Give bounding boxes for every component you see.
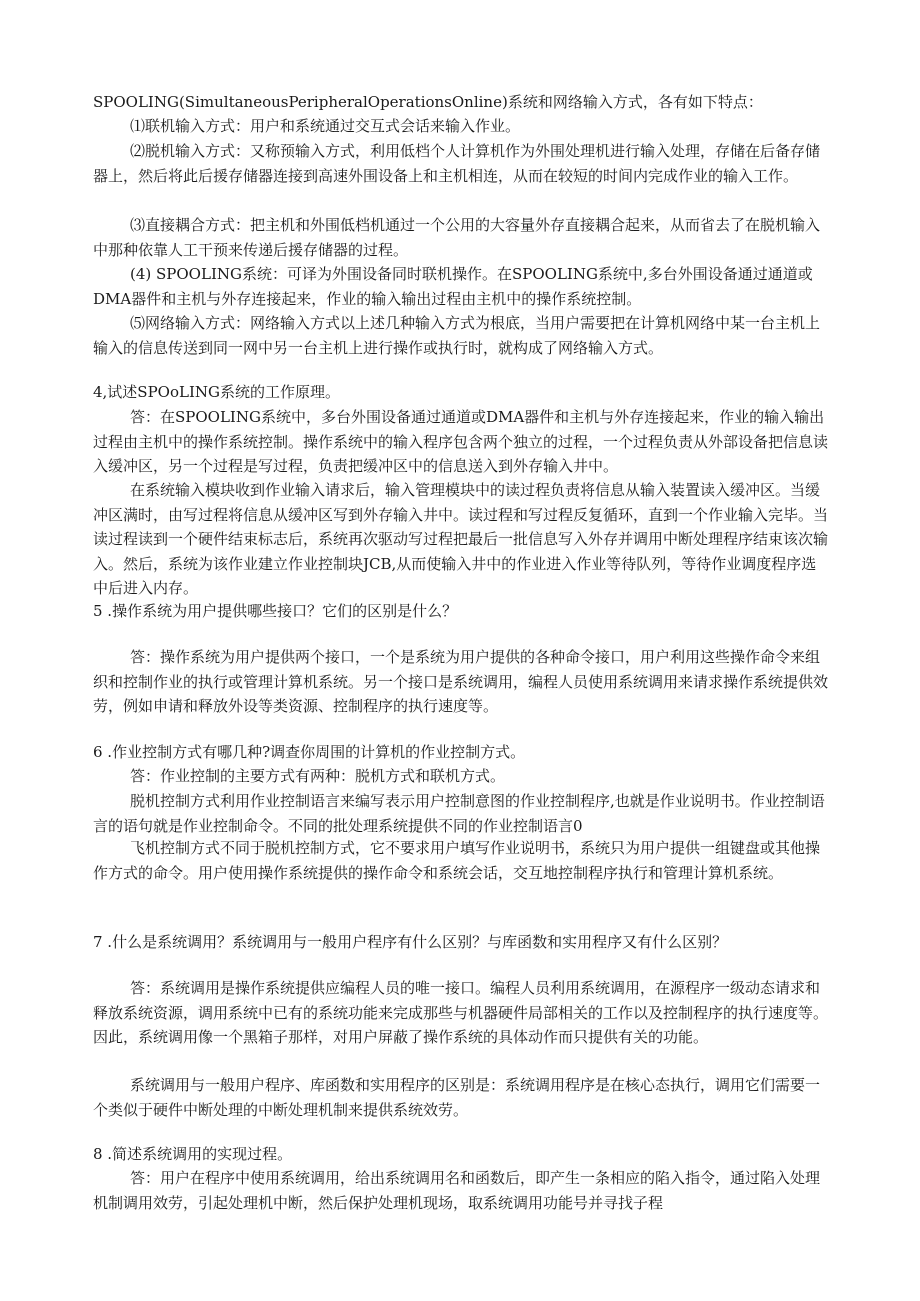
question-8-answer-1 (93, 1166, 828, 1215)
question-4-answer-1-text: 答：在SPOOLING系统中，多台外围设备通过通道或DMA器件和主机与外存连接起来，作业的输入输出过程由主机中的操作系统控制。操作系统中的输入程序包含两个独立的过程，一个过程负责从外部设备把信息读入缓冲区，另一个过程是写过程，负责把缓冲区中的信息送入到外存输入井中。 (93, 408, 829, 476)
question-5-answer-1-text: 答：操作系统为用户提供两个接口，一个是系统为用户提供的各种命令接口，用户利用这些操作命令来组织和控制作业的执行或管理计算机系统。另一个接口是系统调用，编程人员使用系统调用来请求操作系统提供效劳，例如申请和释放外设等类资源、控制程序的执行速度等。 (93, 648, 829, 716)
question-6-title (93, 740, 828, 765)
spooling-text: (4) SPOOLING系统：可译为外围设备同时联机操作。在SPOOLING系统中,多台外围设备通过通道或DMA器件和主机与外存连接起来，作业的输入输出过程由主机中的操作系统控制。 (93, 265, 813, 308)
question-8-text: 8 .简述系统调用的实现过程。 (93, 1145, 293, 1163)
offline-input-text: ⑵脱机输入方式：又称预输入方式，利用低档个人计算机作为外围处理机进行输入处理，存储在后备存储器上，然后将此后援存储器连接到高速外围设备上和主机相连，从而在较短的时间内完成作业的输入工作。 (93, 142, 821, 185)
intro-paragraph (93, 90, 828, 115)
question-7-answer-2 (93, 1073, 828, 1122)
question-6-text: 6 .作业控制方式有哪几种?调查你周围的计算机的作业控制方式。 (93, 743, 526, 761)
question-6-answer-3-text: 飞机控制方式不同于脱机控制方式，它不要求用户填写作业说明书，系统只为用户提供一组键盘或其他操作方式的命令。用户使用操作系统提供的操作命令和系统会话，交互地控制程序执行和管理计算机系统。 (93, 839, 821, 882)
question-7-answer-1 (93, 976, 828, 1050)
question-4-text: 4,试述SPOoLING系统的工作原理。 (93, 383, 341, 401)
question-8-answer-1-text: 答：用户在程序中使用系统调用，给出系统调用名和函数后，即产生一条相应的陷入指令，通过陷入处理机制调用效劳，引起处理机中断，然后保护处理机现场，取系统调用功能号并寻找子程 (93, 1169, 821, 1212)
question-5-title (93, 599, 828, 624)
question-5-text: 5 .操作系统为用户提供哪些接口？它们的区别是什么？ (93, 602, 458, 620)
question-4-answer-2-text: 在系统输入模块收到作业输入请求后，输入管理模块中的读过程负责将信息从输入装置读入缓冲区。当缓冲区满时，由写过程将信息从缓冲区写到外存输入井中。读过程和写过程反复循环，直到一个作业输入完毕。当读过程读到一个硬件结束标志后，系统再次驱动写过程把最后一批信息写入外存并调用中断处理程序结束该次输入。然后，系统为该作业建立作业控制块JCB,从而使输入井中的作业进入作业等待队列，等待作业调度程序选中后进入内存。 (93, 481, 829, 598)
direct-coupling-text: ⑶直接耦合方式：把主机和外围低档机通过一个公用的大容量外存直接耦合起来，从而省去了在脱机输入中那种依靠人工干预来传递后援存储器的过程。 (93, 216, 821, 259)
spooling-paragraph (93, 262, 828, 311)
question-7-title (93, 930, 828, 955)
question-6-answer-1-text: 答：作业控制的主要方式有两种：脱机方式和联机方式。 (130, 767, 506, 785)
question-7-answer-2-text: 系统调用与一般用户程序、库函数和实用程序的区别是：系统调用程序是在核心态执行，调用它们需要一个类似于硬件中断处理的中断处理机制来提供系统效劳。 (93, 1076, 821, 1119)
direct-coupling-paragraph (93, 213, 828, 262)
question-7-text: 7 .什么是系统调用？系统调用与一般用户程序有什么区别？与库函数和实用程序又有什么区别？ (93, 933, 728, 951)
network-input-text: ⑸网络输入方式：网络输入方式以上述几种输入方式为根底，当用户需要把在计算机网络中某一台主机上输入的信息传送到同一网中另一台主机上进行操作或执行时，就构成了网络输入方式。 (93, 314, 821, 357)
offline-input-paragraph (93, 139, 828, 188)
question-6-answer-3 (93, 836, 828, 885)
question-4-title (93, 380, 828, 405)
online-input-paragraph (93, 114, 828, 139)
question-8-title (93, 1142, 828, 1167)
question-4-answer-1 (93, 405, 828, 479)
question-6-answer-2 (93, 789, 828, 838)
question-7-answer-1-text: 答：系统调用是操作系统提供应编程人员的唯一接口。编程人员利用系统调用，在源程序一级动态请求和释放系统资源，调用系统中已有的系统功能来完成那些与机器硬件局部相关的工作以及控制程序的执行速度等。因此，系统调用像一个黑箱子那样，对用户屏蔽了操作系统的具体动作而只提供有关的功能。 (93, 979, 829, 1047)
question-6-answer-2-text: 脱机控制方式利用作业控制语言来编写表示用户控制意图的作业控制程序,也就是作业说明书。作业控制语言的语句就是作业控制命令。不同的批处理系统提供不同的作业控制语言0 (93, 792, 825, 835)
question-4-answer-2 (93, 478, 828, 601)
question-5-answer-1 (93, 645, 828, 719)
network-input-paragraph (93, 311, 828, 360)
intro-text: SPOOLING(SimultaneousPeripheralOperationsOnline)系统和网络输入方式，各有如下特点： (93, 93, 763, 111)
online-input-text: ⑴联机输入方式：用户和系统通过交互式会话来输入作业。 (130, 117, 521, 135)
question-6-answer-1 (93, 764, 828, 789)
